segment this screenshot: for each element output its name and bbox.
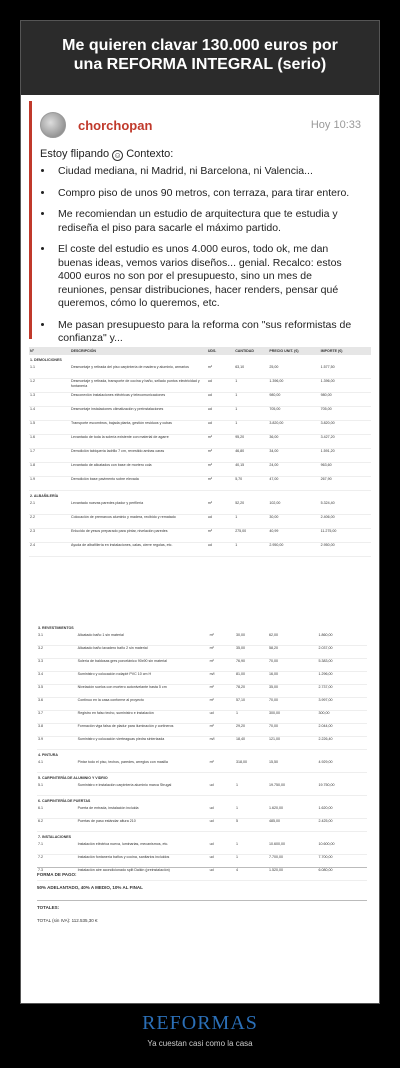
context-list [54, 165, 361, 346]
table-cell: 15,50 [268, 760, 318, 773]
table-cell: 121,00 [268, 737, 318, 750]
table-cell: 4 [235, 868, 268, 881]
table-cell: 2.737,00 [317, 685, 367, 698]
table-cell: Desmontaje y retirada, transporte de cocina y baño, sellado puntos electricidad y fontanería [70, 379, 207, 393]
table-cell: 1.520,00 [268, 868, 318, 881]
post-header [40, 109, 361, 141]
table-cell: 275,00 [234, 529, 268, 543]
table-cell: m/l [209, 737, 235, 750]
table-cell: Levantado nuevas paredes pladur y perfilería [70, 501, 207, 515]
table-cell: ud [207, 515, 234, 529]
table-cell: 46,80 [234, 449, 268, 463]
table-cell: 963,60 [320, 463, 371, 477]
table-cell: 267,90 [320, 477, 371, 491]
table-cell: 1.3 [29, 393, 70, 407]
budget-footer [37, 861, 367, 923]
list-item: • Me pasan presupuesto para la reforma con "sus reformistas de confianza" y... [54, 319, 361, 346]
budget-table [29, 347, 371, 557]
table-cell: 318,00 [235, 760, 268, 773]
table-row [37, 724, 367, 737]
caption-subtitle: Ya cuestan casi como la casa [147, 1039, 253, 1048]
table-cell: 2.044,00 [317, 724, 367, 737]
table-cell: 1.620,00 [317, 806, 367, 819]
table-cell: Formación viga falsa de pladur para iluminación y cortineros [77, 724, 209, 737]
table-cell: ud [209, 711, 235, 724]
table-cell: 1.8 [29, 463, 70, 477]
post-card [20, 20, 380, 1004]
table-cell: Levantado de alicatados con base de mortero cola [70, 463, 207, 477]
table-cell: 300,00 [317, 711, 367, 724]
table-row [29, 543, 371, 557]
table-cell: 1 [235, 806, 268, 819]
table-cell: 1 [234, 421, 268, 435]
table-cell: 35,00 [235, 646, 268, 659]
table-cell: Ayuda de albañilería en instalaciones, calas, cierre regolas, etc. [70, 543, 207, 557]
table-cell: 52,20 [234, 501, 268, 515]
table-cell: 2.037,00 [317, 646, 367, 659]
section-title: 2. ALBAÑILERÍA [30, 494, 59, 498]
table-cell: 18,40 [235, 737, 268, 750]
table-row [29, 477, 371, 491]
table-cell: 705,00 [320, 407, 371, 421]
table-cell: m² [209, 633, 235, 646]
table-cell: 485,00 [268, 819, 318, 832]
col-header: UDS. [207, 347, 234, 355]
section-row [37, 750, 367, 760]
section-row [37, 773, 367, 783]
table-cell: 1.860,00 [317, 633, 367, 646]
table-cell: 95,20 [234, 435, 268, 449]
table-row [29, 393, 371, 407]
table-cell: 3.2 [37, 646, 77, 659]
table-cell: 2.1 [29, 501, 70, 515]
table-cell: 63,10 [234, 365, 268, 379]
table-cell: ud [207, 379, 234, 393]
table-cell: 2.3 [29, 529, 70, 543]
table-cell: Demolición tabiquería ladrillo 7 cm, revestido ambas caras [70, 449, 207, 463]
table-cell: 980,00 [320, 393, 371, 407]
table-cell: Instalación aire acondicionado split Daikin (preinstalación) [77, 868, 209, 881]
table-cell: m² [207, 365, 234, 379]
table-cell: 300,00 [268, 711, 318, 724]
table-cell: 1.2 [29, 379, 70, 393]
table-cell: ud [209, 806, 235, 819]
table-cell: m² [209, 760, 235, 773]
table-cell: m² [207, 477, 234, 491]
table-header-row [29, 347, 371, 355]
post-intro [40, 147, 361, 161]
table-row [29, 365, 371, 379]
table-cell: 1 [234, 543, 268, 557]
table-cell: 70,00 [268, 724, 318, 737]
col-header: Nº [29, 347, 70, 355]
table-cell: 6.2 [37, 819, 77, 832]
section-title: 6. CARPINTERÍA DE PUERTAS [38, 799, 91, 803]
table-cell: 40,99 [268, 529, 319, 543]
table-cell: Suministro e instalación carpintería aluminio marca Strugal [77, 783, 209, 796]
table-cell: Colocación de premarcos aluminio y madera, recibido y rematado [70, 515, 207, 529]
table-cell: 3.8 [37, 724, 77, 737]
table-cell: 2.226,40 [317, 737, 367, 750]
col-header: IMPORTE (€) [320, 347, 371, 355]
section-row [29, 355, 371, 365]
section-row [29, 491, 371, 501]
table-row [37, 819, 367, 832]
section-title: 3. REVESTIMIENTOS [38, 626, 74, 630]
table-cell: 1 [235, 783, 268, 796]
table-cell: ud [209, 783, 235, 796]
table-row [37, 633, 367, 646]
table-cell: 1 [234, 515, 268, 529]
table-cell: m/l [209, 672, 235, 685]
table-cell: 3.820,00 [320, 421, 371, 435]
table-cell: 1 [235, 842, 268, 855]
table-cell: 3.820,00 [268, 421, 319, 435]
table-cell: ud [209, 868, 235, 881]
table-cell: 24,00 [268, 463, 319, 477]
table-cell: 1.591,20 [320, 449, 371, 463]
table-cell: 62,00 [268, 633, 318, 646]
table-cell: 4.1 [37, 760, 77, 773]
table-cell: Desmontaje y retirada del piso carpintería de madera y aluminio, armarios [70, 365, 207, 379]
table-cell: Alicatado baño lavadero baño 2 sin material [77, 646, 209, 659]
table-cell: ud [209, 855, 235, 868]
table-cell: 5.324,40 [320, 501, 371, 515]
caption-heading: REFORMAS [142, 1012, 258, 1034]
table-cell: m² [209, 685, 235, 698]
table-cell: 11.275,00 [320, 529, 371, 543]
table-cell: 1 [234, 379, 268, 393]
table-cell: Alicatado baño 1 sin material [77, 633, 209, 646]
table-cell: 1.396,00 [268, 379, 319, 393]
table-cell: Nivelación suelos con mortero autonivelante hasta 5 cm [77, 685, 209, 698]
table-cell: 3.7 [37, 711, 77, 724]
list-item: • Ciudad mediana, ni Madrid, ni Barcelona, ni Valencia... [54, 165, 361, 179]
table-cell: Instalación eléctrica nueva, luminarias, mecanismos, etc. [77, 842, 209, 855]
col-header: DESCRIPCIÓN [70, 347, 207, 355]
payment-label: FORMA DE PAGO: [37, 872, 77, 877]
table-cell: 16,00 [268, 672, 318, 685]
table-cell: 1.6 [29, 435, 70, 449]
table-cell: 5,70 [234, 477, 268, 491]
table-cell: 25,00 [268, 365, 319, 379]
table-cell: 2.950,00 [268, 543, 319, 557]
table-cell: 30,00 [235, 633, 268, 646]
table-cell: 2.4 [29, 543, 70, 557]
table-row [37, 842, 367, 855]
table-row [37, 685, 367, 698]
table-cell: 102,00 [268, 501, 319, 515]
col-header: CANTIDAD [234, 347, 268, 355]
table-cell: m² [207, 501, 234, 515]
avatar[interactable] [40, 112, 66, 138]
table-row [29, 435, 371, 449]
table-cell: Demolición base pavimento sobre elevada [70, 477, 207, 491]
table-cell: Levantado de toda la solería existente con material de agarre [70, 435, 207, 449]
table-row [29, 421, 371, 435]
table-cell: 10.600,00 [317, 842, 367, 855]
totals-label: TOTALES: [37, 905, 60, 910]
table-row [29, 515, 371, 529]
table-cell: m² [209, 659, 235, 672]
section-row [37, 623, 367, 633]
payment-terms: 50% ADELANTADO, 40% A MEDIO, 10% AL FINAL [37, 885, 143, 890]
table-cell: m² [209, 698, 235, 711]
table-cell: 76,90 [235, 659, 268, 672]
table-cell: ud [209, 842, 235, 855]
table-cell: Suministro y colocación vierteaguas piedra sinterizada [77, 737, 209, 750]
table-cell: 3.427,20 [320, 435, 371, 449]
table-row [37, 783, 367, 796]
intro-text: Estoy flipando [40, 148, 110, 160]
total-amount: TOTAL (sin IVA): 112.535,30 € [37, 918, 98, 923]
section-title: 7. INSTALACIONES [38, 835, 72, 839]
table-cell: 7.700,00 [268, 855, 318, 868]
table-cell: m² [207, 435, 234, 449]
table-cell: 1 [234, 393, 268, 407]
table-cell: 5.1 [37, 783, 77, 796]
caption [0, 1012, 400, 1048]
table-cell: 705,00 [268, 407, 319, 421]
author-name[interactable]: chorchopan [78, 117, 153, 133]
table-cell: 34,00 [268, 449, 319, 463]
table-row [29, 529, 371, 543]
table-cell: 36,00 [268, 435, 319, 449]
post-title: Me quieren clavar 130.000 euros por una REFORMA INTEGRAL (serio) [21, 21, 379, 95]
table-cell: 1.4 [29, 407, 70, 421]
table-cell: 6.080,00 [317, 868, 367, 881]
table-cell: ud [207, 421, 234, 435]
table-cell: 1.9 [29, 477, 70, 491]
table-cell: 3.4 [37, 672, 77, 685]
table-cell: Solería de baldosas gres porcelánico 90x90 sin material [77, 659, 209, 672]
table-row [37, 711, 367, 724]
table-cell: 1.1 [29, 365, 70, 379]
table-cell: 1.620,00 [268, 806, 318, 819]
table-cell: 3.5 [37, 685, 77, 698]
section-row [37, 832, 367, 842]
table-cell: 2.406,00 [320, 515, 371, 529]
table-cell: 35,00 [268, 685, 318, 698]
budget-page-1 [29, 347, 371, 619]
table-cell: 1 [235, 711, 268, 724]
table-cell: 1.577,50 [320, 365, 371, 379]
section-title: 1. DEMOLICIONES [30, 358, 62, 362]
col-header: PRECIO UNIT. (€) [268, 347, 319, 355]
table-row [29, 501, 371, 515]
table-cell: Puerta de entrada, instalación incluida [77, 806, 209, 819]
post-time: Hoy 10:33 [310, 119, 361, 131]
table-cell: Suministro y colocación rodapié PVC 10 cm H [77, 672, 209, 685]
table-cell: 7.2 [37, 855, 77, 868]
table-cell: 1.7 [29, 449, 70, 463]
table-cell: 29,20 [235, 724, 268, 737]
table-row [37, 737, 367, 750]
table-cell: 40,15 [234, 463, 268, 477]
table-row [37, 672, 367, 685]
table-cell: 6.1 [37, 806, 77, 819]
table-row [37, 698, 367, 711]
table-cell: 58,20 [268, 646, 318, 659]
table-cell: Desmontaje instalaciones climatización y preinstalaciones [70, 407, 207, 421]
list-item: • El coste del estudio es unos 4.000 euros, todo ok, me dan buenas ideas, vemos varios diseños... genial. Recalco: estos 4000 euros no son por el presupuesto, sino un mes de reuniones, pensar distribuciones, hacer renders, pensar qué queremos, cómo lo queremos, etc. [54, 243, 361, 311]
table-cell: m² [207, 463, 234, 477]
table-cell: 19.750,00 [268, 783, 318, 796]
table-cell: 5 [235, 819, 268, 832]
table-cell: 7.1 [37, 842, 77, 855]
table-cell: 47,00 [268, 477, 319, 491]
table-cell: Transporte escombros, bajada planta, gestión residuos y cubas [70, 421, 207, 435]
table-cell: 2.950,00 [320, 543, 371, 557]
table-cell: ud [209, 819, 235, 832]
table-row [29, 407, 371, 421]
forum-post [29, 101, 369, 344]
table-cell: Registro en falso techo, suministro e instalación [77, 711, 209, 724]
table-cell: Continuo en la casa conforme al proyecto [77, 698, 209, 711]
table-cell: 3.3 [37, 659, 77, 672]
budget-table [37, 623, 367, 881]
table-cell: ud [207, 393, 234, 407]
table-cell: 30,00 [268, 515, 319, 529]
table-cell: Pintar todo el piso, techos, paredes, arreglos con masilla [77, 760, 209, 773]
table-row [37, 646, 367, 659]
list-item: • Compro piso de unos 90 metros, con terraza, para tirar entero. [54, 187, 361, 201]
table-row [37, 659, 367, 672]
section-row [37, 796, 367, 806]
table-cell: 1.296,00 [317, 672, 367, 685]
table-cell: 1 [234, 407, 268, 421]
table-cell: Desconexión instalaciones eléctricas y telecomunicaciones [70, 393, 207, 407]
section-title: 5. CARPINTERÍA DE ALUMINIO Y VIDRIO [38, 776, 108, 780]
table-cell: 4.929,00 [317, 760, 367, 773]
table-cell: 1.396,00 [320, 379, 371, 393]
table-cell: Instalación fontanería baños y cocina, sanitarios incluidos [77, 855, 209, 868]
table-cell: 1.5 [29, 421, 70, 435]
table-cell: m² [209, 724, 235, 737]
table-row [29, 379, 371, 393]
table-row [37, 760, 367, 773]
table-cell: Puertas de paso estándar altura 210 [77, 819, 209, 832]
table-cell: m² [207, 449, 234, 463]
table-cell: ud [207, 543, 234, 557]
table-cell: m² [207, 529, 234, 543]
table-cell: 3.6 [37, 698, 77, 711]
table-cell: 7.3 [37, 868, 77, 881]
table-row [29, 449, 371, 463]
table-cell: Enlucido de yesos preparado para pintar, nivelación paredes [70, 529, 207, 543]
table-row [37, 806, 367, 819]
table-cell: 81,00 [235, 672, 268, 685]
section-title: 4. PINTURA [38, 753, 58, 757]
table-cell: 3.9 [37, 737, 77, 750]
table-cell: 3.997,00 [317, 698, 367, 711]
table-cell: m² [209, 646, 235, 659]
table-cell: 7.700,00 [317, 855, 367, 868]
table-cell: 5.383,00 [317, 659, 367, 672]
table-cell: 70,00 [268, 698, 318, 711]
table-row [29, 463, 371, 477]
budget-page-2 [37, 623, 367, 872]
emoji-icon: ☺ [113, 151, 122, 160]
table-cell: 980,00 [268, 393, 319, 407]
table-cell: 10.600,00 [268, 842, 318, 855]
table-cell: 78,20 [235, 685, 268, 698]
table-cell: 70,00 [268, 659, 318, 672]
table-cell: 2.425,00 [317, 819, 367, 832]
list-item: • Me recomiendan un estudio de arquitectura que te estudia y rediseña el piso para sacarle el máximo partido. [54, 208, 361, 235]
table-cell: 57,10 [235, 698, 268, 711]
table-cell: 3.1 [37, 633, 77, 646]
table-cell: 19.750,00 [317, 783, 367, 796]
table-cell: 1 [235, 855, 268, 868]
table-cell: ud [207, 407, 234, 421]
table-cell: 2.2 [29, 515, 70, 529]
context-label: Contexto: [126, 148, 174, 160]
